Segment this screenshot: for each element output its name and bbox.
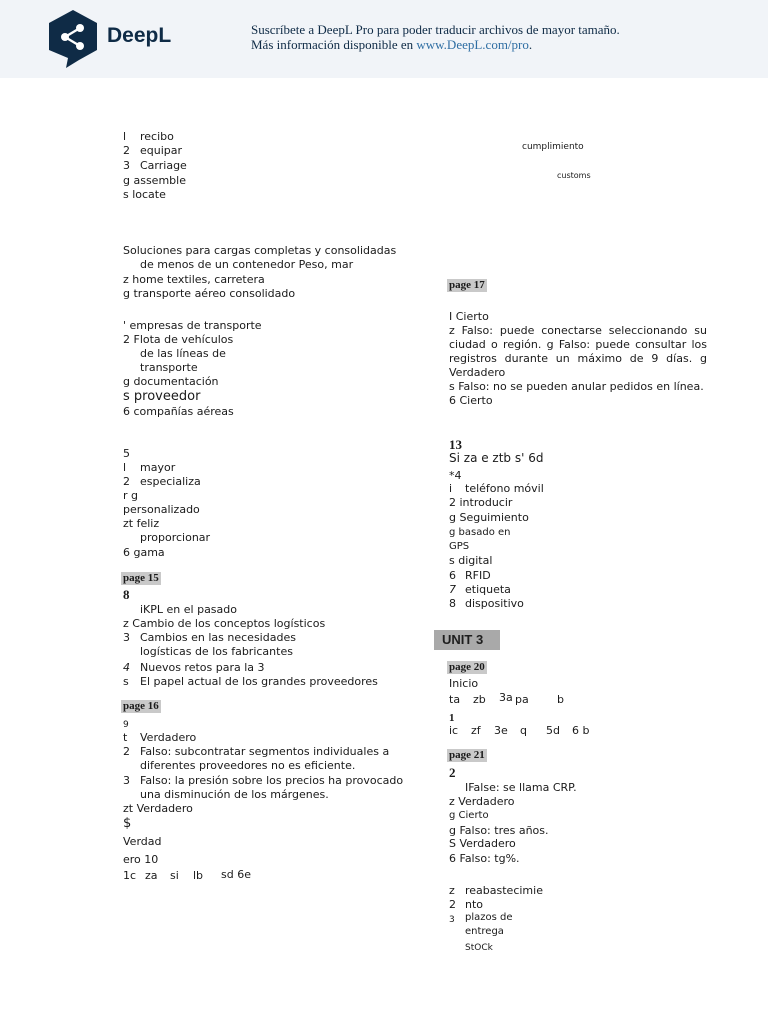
pro-promo bbox=[251, 22, 620, 52]
answer-text: Carriage bbox=[140, 159, 187, 172]
answer-line: g Falso: tres años. bbox=[449, 824, 549, 837]
answer-line: $ bbox=[123, 816, 132, 831]
answer-text: logísticas de los fabricantes bbox=[140, 645, 293, 658]
answer-text: RFID bbox=[465, 569, 491, 582]
answer-code: zb bbox=[473, 693, 486, 706]
exercise-number: 9 bbox=[123, 720, 129, 730]
answer-text: r g bbox=[123, 489, 139, 502]
answer-text: reabastecimie bbox=[465, 884, 543, 897]
answer-code: 3a bbox=[499, 691, 513, 704]
answer-text: StOCk bbox=[465, 943, 493, 953]
answer-number: 6 bbox=[449, 569, 456, 582]
answer-text: Nuevos retos para la 3 bbox=[140, 661, 265, 674]
answer-text: iKPL en el pasado bbox=[140, 603, 237, 616]
answer-text: 6 gama bbox=[123, 546, 165, 559]
answer-number: l bbox=[123, 461, 127, 474]
answer-line: g Cierto bbox=[449, 810, 489, 821]
answer-text: El papel actual de los grandes proveedores bbox=[140, 675, 378, 688]
answer-line: 2 Flota de vehículos bbox=[123, 333, 234, 346]
answer-text: Verdadero bbox=[140, 731, 197, 744]
answer-code: b bbox=[557, 693, 564, 706]
answer-number: z bbox=[449, 884, 455, 897]
answer-text: s locate bbox=[123, 188, 166, 201]
exercise-number: 8 bbox=[123, 587, 130, 602]
answer-line: de menos de un contenedor Peso, mar bbox=[140, 258, 354, 271]
promo-line-1: Suscríbete a DeepL Pro para poder traducir archivos de mayor tamaño. bbox=[251, 22, 620, 37]
answer-number: 7 bbox=[449, 583, 456, 596]
answer-code: q bbox=[520, 724, 527, 737]
answer-text: plazos de bbox=[465, 912, 513, 923]
answer-code: 3e bbox=[494, 724, 508, 737]
answer-text: entrega bbox=[465, 926, 504, 937]
answer-code: 1c bbox=[123, 869, 137, 882]
answer-number: 8 bbox=[449, 597, 456, 610]
answer-code: lb bbox=[193, 869, 204, 882]
answer-text: recibo bbox=[140, 130, 174, 143]
answer-number: 3 bbox=[449, 915, 455, 925]
answer-line: s Falso: no se pueden anular pedidos en línea. bbox=[449, 380, 704, 393]
answer-text: etiqueta bbox=[465, 583, 511, 596]
answer-text: Falso: subcontratar segmentos individuales a bbox=[140, 745, 390, 758]
answer-line: z Verdadero bbox=[449, 795, 515, 808]
exercise-number: 5 bbox=[123, 447, 130, 460]
answer-text: dispositivo bbox=[465, 597, 524, 610]
answer-text: z Cambio de los conceptos logísticos bbox=[123, 617, 326, 630]
answer-text: diferentes proveedores no es eficiente. bbox=[140, 759, 356, 772]
promo-suffix: . bbox=[528, 37, 533, 52]
answer-text: g basado en bbox=[449, 527, 511, 538]
exercise-number: 1 bbox=[449, 712, 455, 724]
answer-code: sd 6e bbox=[221, 868, 251, 881]
answer-text: cumplimiento bbox=[522, 142, 584, 152]
answer-line: S Verdadero bbox=[449, 837, 516, 850]
answer-code: ta bbox=[449, 693, 461, 706]
answer-text: personalizado bbox=[123, 503, 200, 516]
answer-line: de las líneas de bbox=[140, 347, 226, 360]
answer-number: 3 bbox=[123, 774, 130, 787]
answer-number: 2 bbox=[123, 745, 130, 758]
page-label-17: page 17 bbox=[449, 279, 485, 291]
answer-line: Soluciones para cargas completas y consolidadas bbox=[123, 244, 397, 257]
answer-line: g documentación bbox=[123, 375, 219, 388]
answer-text: Cambios en las necesidades bbox=[140, 631, 296, 644]
answer-code: za bbox=[145, 869, 158, 882]
page-label-16: page 16 bbox=[123, 700, 159, 712]
answer-line: g transporte aéreo consolidado bbox=[123, 287, 296, 300]
exercise-number: *4 bbox=[449, 469, 462, 482]
answer-line: Verdad bbox=[123, 835, 162, 848]
answer-text: nto bbox=[465, 898, 484, 911]
answer-line: ero 10 bbox=[123, 853, 159, 866]
answer-text: mayor bbox=[140, 461, 176, 474]
deepl-banner bbox=[0, 0, 768, 78]
answer-number: l bbox=[123, 130, 127, 143]
answer-line: Inicio bbox=[449, 677, 479, 690]
answer-number: i bbox=[449, 482, 453, 495]
answer-line: s proveedor bbox=[123, 389, 201, 404]
answer-paragraph: z Falso: puede conectarse seleccionando su ciudad o región. g Falso: puede consultar los registros durante un máximo de 9 días. g Verdadero bbox=[449, 324, 707, 379]
answer-line: 6 Falso: tg%. bbox=[449, 852, 520, 865]
answer-code: si bbox=[170, 869, 179, 882]
answer-code: pa bbox=[515, 693, 529, 706]
answer-text: 2 introducir bbox=[449, 496, 513, 509]
answer-number: 2 bbox=[123, 144, 130, 157]
answer-line: ' empresas de transporte bbox=[123, 319, 262, 332]
answer-text: una disminución de los márgenes. bbox=[140, 788, 329, 801]
answer-line: 6 Cierto bbox=[449, 394, 493, 407]
answer-text: customs bbox=[557, 171, 591, 180]
exercise-number: 2 bbox=[449, 765, 456, 780]
answer-code: 5d bbox=[546, 724, 560, 737]
answer-text: Falso: la presión sobre los precios ha provocado bbox=[140, 774, 404, 787]
answer-line: zt Verdadero bbox=[123, 802, 193, 815]
answer-text: equipar bbox=[140, 144, 183, 157]
answer-code: 6 b bbox=[572, 724, 590, 737]
answer-line: z home textiles, carretera bbox=[123, 273, 265, 286]
brand-name: DeepL bbox=[107, 24, 172, 47]
answer-text: proporcionar bbox=[140, 531, 211, 544]
answer-number: 2 bbox=[449, 898, 456, 911]
deepl-pro-link[interactable]: www.DeepL.com/pro bbox=[416, 37, 529, 52]
page-label-15: page 15 bbox=[123, 572, 159, 584]
answer-number: s bbox=[123, 675, 129, 688]
answer-code: ic bbox=[449, 724, 459, 737]
answer-line: transporte bbox=[140, 361, 198, 374]
share-nodes-icon bbox=[46, 8, 100, 70]
answer-line: Si za e ztb s' 6d bbox=[449, 451, 544, 465]
unit-3-heading: UNIT 3 bbox=[434, 630, 500, 650]
answer-line: IFalse: se llama CRP. bbox=[465, 781, 577, 794]
answer-number: t bbox=[123, 731, 128, 744]
answer-line: 6 compañías aéreas bbox=[123, 405, 234, 418]
answer-text: teléfono móvil bbox=[465, 482, 544, 495]
answer-code: zf bbox=[471, 724, 481, 737]
answer-number: 3 bbox=[123, 631, 130, 644]
answer-text: zt feliz bbox=[123, 517, 160, 530]
answer-text: g Seguimiento bbox=[449, 511, 529, 524]
promo-prefix: Más información disponible en bbox=[251, 37, 417, 52]
exercise-number: 13 bbox=[449, 437, 462, 452]
promo-line-2 bbox=[251, 37, 620, 52]
answer-text: s digital bbox=[449, 554, 493, 567]
answer-number: 2 bbox=[123, 475, 130, 488]
answer-text: especializa bbox=[140, 475, 201, 488]
answer-text: g assemble bbox=[123, 174, 186, 187]
page-label-21: page 21 bbox=[449, 749, 485, 761]
page-label-20: page 20 bbox=[449, 661, 485, 673]
answer-line: I Cierto bbox=[449, 310, 489, 323]
answer-number: 4 bbox=[123, 661, 130, 674]
answer-number: 3 bbox=[123, 159, 130, 172]
answer-text: GPS bbox=[449, 541, 470, 552]
